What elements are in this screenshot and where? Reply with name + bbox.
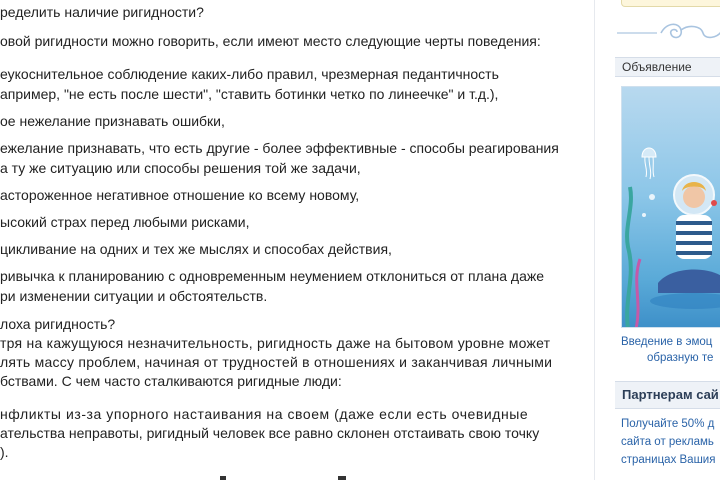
paragraph-line: лять массу проблем, начиная от трудностей в отношениях и заканчивая личными	[0, 354, 553, 370]
ornament-divider-icon	[617, 20, 720, 46]
ad-caption-link-continuation[interactable]: образную те	[647, 352, 714, 364]
top-widget-edge	[621, 0, 720, 7]
list-item: ривычка к планированию с одновременным неумением отклониться от плана даже	[0, 268, 545, 284]
list-item: цикливание на одних и тех же мыслях и способах действия,	[0, 241, 392, 257]
list-item: ысокий страх перед любыми рисками,	[0, 214, 250, 230]
paragraph-line: бствами. С чем часто сталкиваются ригидные люди:	[0, 373, 342, 389]
ad-banner[interactable]	[621, 86, 720, 328]
list-item-continuation: ри изменении ситуации и обстоятельств.	[0, 288, 268, 304]
list-item-continuation: а ту же ситуацию или способы решения той же задачи,	[0, 160, 361, 176]
next-line-fragment	[0, 474, 420, 480]
ad-caption-link[interactable]: Введение в эмоц	[621, 336, 713, 348]
list-item-continuation: апример, "не есть после шести", "ставить ботинки четко по линеечке" и т.д.),	[0, 86, 499, 102]
announcement-header: Объявление	[615, 57, 720, 77]
section-heading: лоха ригидность?	[0, 316, 116, 332]
sidebar	[607, 0, 720, 480]
column-divider	[594, 0, 595, 480]
partners-header: Партнерам сай	[615, 381, 720, 409]
partners-text: сайта от рекламь	[621, 436, 714, 448]
list-item: еукоснительное соблюдение каких-либо правил, чрезмерная педантичность	[0, 66, 499, 82]
partners-text: Получайте 50% д	[621, 418, 715, 430]
paragraph: овой ригидности можно говорить, если имеют место следующие черты поведения:	[0, 33, 541, 49]
list-item-continuation: ).	[0, 444, 9, 460]
section-heading: ределить наличие ригидности?	[0, 4, 204, 20]
paragraph-line: тря на кажущуюся незначительность, ригидность даже на бытовом уровне может	[0, 335, 551, 351]
list-item-continuation: ательства неправоты, ригидный человек все равно склонен отстаивать свою точку	[0, 425, 540, 441]
partners-text: страницах Вашия	[621, 454, 716, 466]
list-item: ежелание признавать, что есть другие - более эффективные - способы реагирования	[0, 140, 559, 156]
list-item: астороженное негативное отношение ко всему новому,	[0, 187, 360, 203]
list-item: нфликты из-за упорного настаивания на своем (даже если есть очевидные	[0, 406, 529, 422]
list-item: ое нежелание признавать ошибки,	[0, 113, 225, 129]
ad-illustration-icon	[622, 87, 720, 328]
